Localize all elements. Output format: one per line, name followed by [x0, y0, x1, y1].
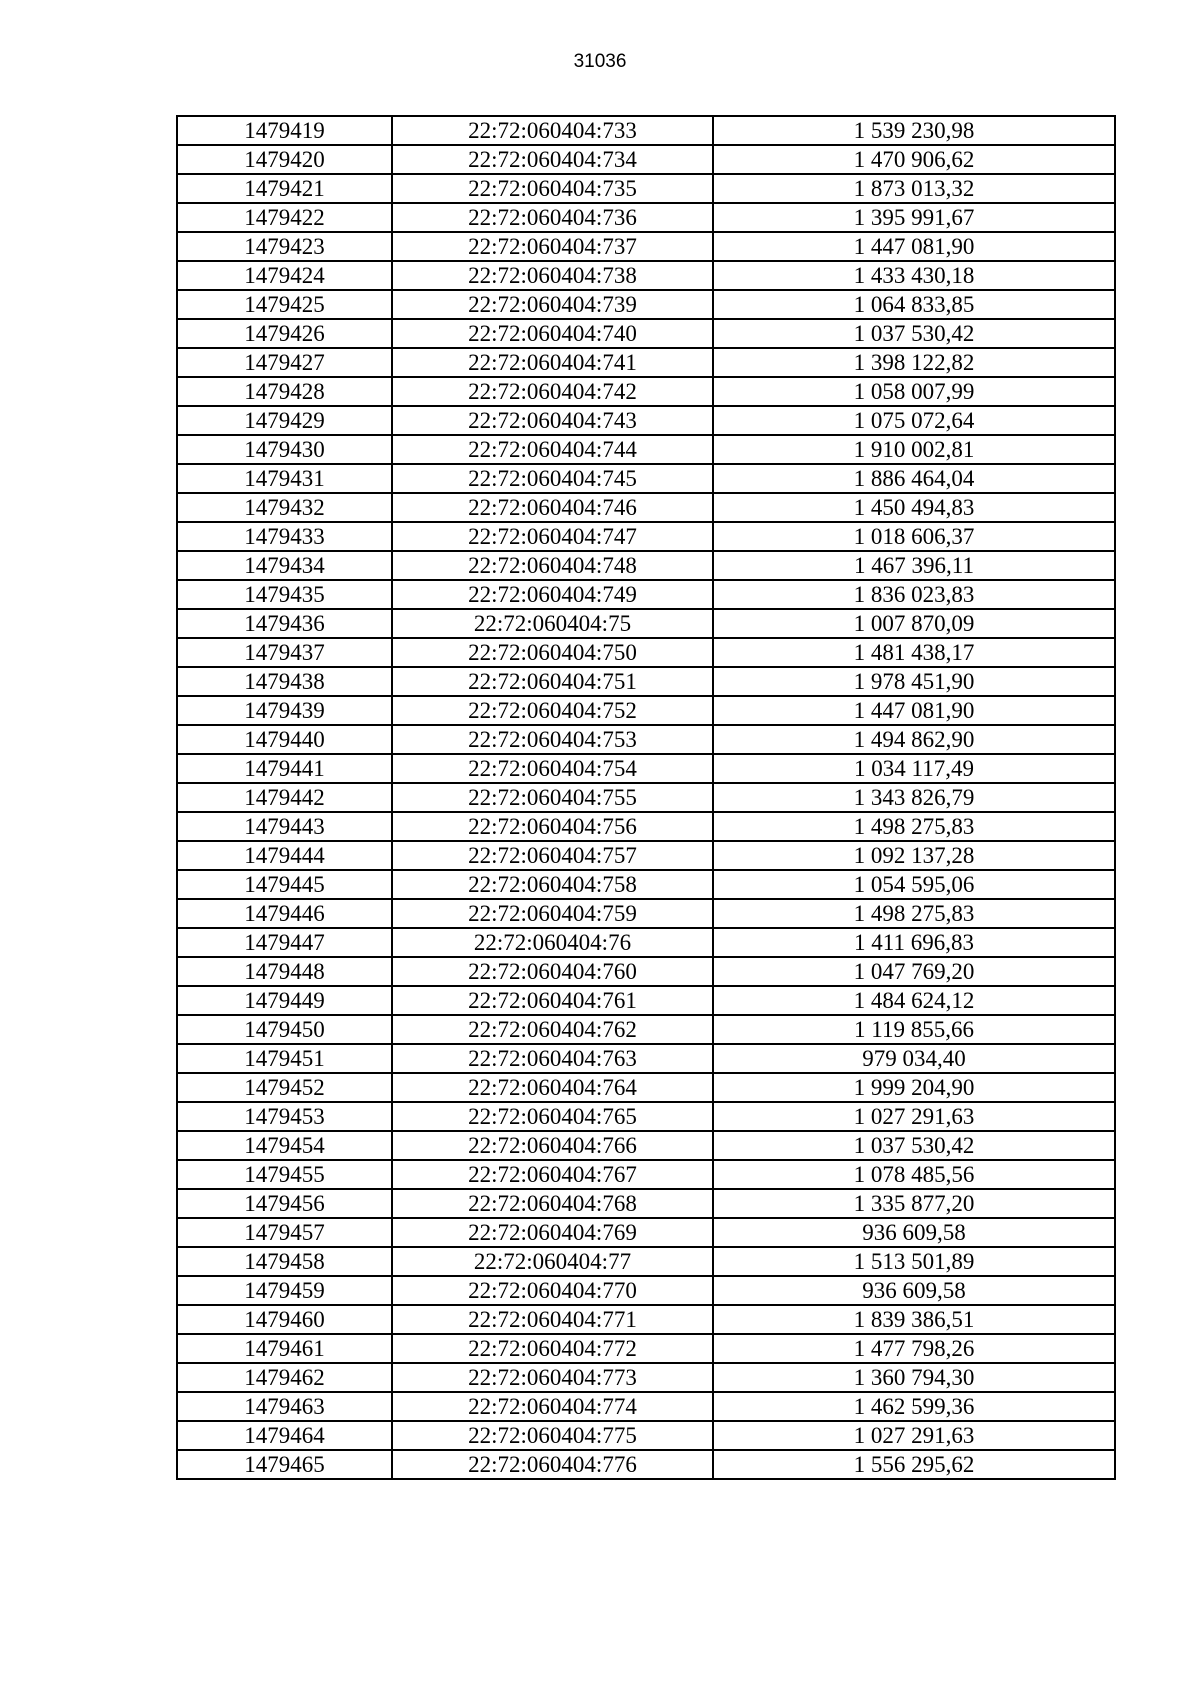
cadastral-value-cell: 1 513 501,89 [713, 1247, 1115, 1276]
table-body [177, 116, 1115, 1479]
cadastral-value-cell: 1 075 072,64 [713, 406, 1115, 435]
cadastral-value-cell: 1 836 023,83 [713, 580, 1115, 609]
record-number-cell: 1479441 [177, 754, 392, 783]
cadastral-number-cell: 22:72:060404:733 [392, 116, 713, 145]
cadastral-value-cell: 1 411 696,83 [713, 928, 1115, 957]
table-row [177, 1160, 1115, 1189]
cadastral-value-cell: 1 092 137,28 [713, 841, 1115, 870]
record-number-cell: 1479447 [177, 928, 392, 957]
cadastral-value-cell: 1 054 595,06 [713, 870, 1115, 899]
table-row [177, 1131, 1115, 1160]
record-number-cell: 1479451 [177, 1044, 392, 1073]
cadastral-number-cell: 22:72:060404:742 [392, 377, 713, 406]
cadastral-value-cell: 1 034 117,49 [713, 754, 1115, 783]
cadastral-value-cell: 1 498 275,83 [713, 899, 1115, 928]
table-row [177, 1305, 1115, 1334]
cadastral-number-cell: 22:72:060404:737 [392, 232, 713, 261]
record-number-cell: 1479445 [177, 870, 392, 899]
record-number-cell: 1479446 [177, 899, 392, 928]
record-number-cell: 1479426 [177, 319, 392, 348]
record-number-cell: 1479423 [177, 232, 392, 261]
record-number-cell: 1479461 [177, 1334, 392, 1363]
cadastral-number-cell: 22:72:060404:76 [392, 928, 713, 957]
cadastral-number-cell: 22:72:060404:748 [392, 551, 713, 580]
record-number-cell: 1479420 [177, 145, 392, 174]
cadastral-value-table [176, 115, 1116, 1480]
cadastral-number-cell: 22:72:060404:775 [392, 1421, 713, 1450]
table-row [177, 319, 1115, 348]
cadastral-number-cell: 22:72:060404:739 [392, 290, 713, 319]
cadastral-number-cell: 22:72:060404:744 [392, 435, 713, 464]
record-number-cell: 1479456 [177, 1189, 392, 1218]
cadastral-value-cell: 979 034,40 [713, 1044, 1115, 1073]
cadastral-value-cell: 1 360 794,30 [713, 1363, 1115, 1392]
cadastral-value-cell: 1 556 295,62 [713, 1450, 1115, 1479]
record-number-cell: 1479421 [177, 174, 392, 203]
record-number-cell: 1479460 [177, 1305, 392, 1334]
record-number-cell: 1479429 [177, 406, 392, 435]
cadastral-number-cell: 22:72:060404:766 [392, 1131, 713, 1160]
table-row [177, 174, 1115, 203]
table-row [177, 522, 1115, 551]
cadastral-number-cell: 22:72:060404:760 [392, 957, 713, 986]
record-number-cell: 1479435 [177, 580, 392, 609]
table-row [177, 986, 1115, 1015]
cadastral-number-cell: 22:72:060404:774 [392, 1392, 713, 1421]
cadastral-number-cell: 22:72:060404:741 [392, 348, 713, 377]
cadastral-number-cell: 22:72:060404:736 [392, 203, 713, 232]
cadastral-value-cell: 1 395 991,67 [713, 203, 1115, 232]
record-number-cell: 1479449 [177, 986, 392, 1015]
record-number-cell: 1479459 [177, 1276, 392, 1305]
cadastral-number-cell: 22:72:060404:756 [392, 812, 713, 841]
table-row [177, 261, 1115, 290]
cadastral-value-cell: 936 609,58 [713, 1276, 1115, 1305]
table-row [177, 1015, 1115, 1044]
table-row [177, 1044, 1115, 1073]
cadastral-value-cell: 1 999 204,90 [713, 1073, 1115, 1102]
table-row [177, 232, 1115, 261]
cadastral-value-cell: 1 498 275,83 [713, 812, 1115, 841]
table-row [177, 145, 1115, 174]
cadastral-number-cell: 22:72:060404:765 [392, 1102, 713, 1131]
cadastral-number-cell: 22:72:060404:761 [392, 986, 713, 1015]
cadastral-number-cell: 22:72:060404:745 [392, 464, 713, 493]
table-row [177, 957, 1115, 986]
table-row [177, 290, 1115, 319]
record-number-cell: 1479444 [177, 841, 392, 870]
cadastral-value-cell: 1 119 855,66 [713, 1015, 1115, 1044]
cadastral-number-cell: 22:72:060404:738 [392, 261, 713, 290]
cadastral-value-cell: 1 398 122,82 [713, 348, 1115, 377]
cadastral-number-cell: 22:72:060404:769 [392, 1218, 713, 1247]
record-number-cell: 1479427 [177, 348, 392, 377]
cadastral-number-cell: 22:72:060404:757 [392, 841, 713, 870]
table-row [177, 609, 1115, 638]
cadastral-number-cell: 22:72:060404:735 [392, 174, 713, 203]
table-row [177, 696, 1115, 725]
cadastral-number-cell: 22:72:060404:776 [392, 1450, 713, 1479]
table-row [177, 1363, 1115, 1392]
cadastral-number-cell: 22:72:060404:743 [392, 406, 713, 435]
record-number-cell: 1479464 [177, 1421, 392, 1450]
table-row [177, 377, 1115, 406]
cadastral-value-cell: 1 037 530,42 [713, 1131, 1115, 1160]
cadastral-value-cell: 1 462 599,36 [713, 1392, 1115, 1421]
cadastral-value-cell: 1 343 826,79 [713, 783, 1115, 812]
cadastral-number-cell: 22:72:060404:751 [392, 667, 713, 696]
record-number-cell: 1479455 [177, 1160, 392, 1189]
cadastral-value-cell: 1 018 606,37 [713, 522, 1115, 551]
record-number-cell: 1479452 [177, 1073, 392, 1102]
table-row [177, 667, 1115, 696]
table-row [177, 899, 1115, 928]
table-row [177, 928, 1115, 957]
cadastral-value-cell: 1 539 230,98 [713, 116, 1115, 145]
record-number-cell: 1479433 [177, 522, 392, 551]
record-number-cell: 1479432 [177, 493, 392, 522]
record-number-cell: 1479454 [177, 1131, 392, 1160]
cadastral-value-cell: 1 873 013,32 [713, 174, 1115, 203]
table-row [177, 812, 1115, 841]
record-number-cell: 1479458 [177, 1247, 392, 1276]
record-number-cell: 1479430 [177, 435, 392, 464]
cadastral-value-cell: 1 058 007,99 [713, 377, 1115, 406]
table-row [177, 1276, 1115, 1305]
record-number-cell: 1479431 [177, 464, 392, 493]
table-row [177, 783, 1115, 812]
cadastral-number-cell: 22:72:060404:734 [392, 145, 713, 174]
record-number-cell: 1479428 [177, 377, 392, 406]
cadastral-value-cell: 1 027 291,63 [713, 1421, 1115, 1450]
cadastral-number-cell: 22:72:060404:754 [392, 754, 713, 783]
cadastral-value-cell: 1 481 438,17 [713, 638, 1115, 667]
cadastral-number-cell: 22:72:060404:747 [392, 522, 713, 551]
table-row [177, 406, 1115, 435]
cadastral-value-cell: 1 484 624,12 [713, 986, 1115, 1015]
cadastral-number-cell: 22:72:060404:77 [392, 1247, 713, 1276]
table-row [177, 116, 1115, 145]
table-row [177, 203, 1115, 232]
cadastral-value-cell: 1 886 464,04 [713, 464, 1115, 493]
record-number-cell: 1479425 [177, 290, 392, 319]
cadastral-value-cell: 1 447 081,90 [713, 696, 1115, 725]
cadastral-value-cell: 1 064 833,85 [713, 290, 1115, 319]
cadastral-number-cell: 22:72:060404:755 [392, 783, 713, 812]
cadastral-number-cell: 22:72:060404:752 [392, 696, 713, 725]
record-number-cell: 1479438 [177, 667, 392, 696]
cadastral-number-cell: 22:72:060404:772 [392, 1334, 713, 1363]
table-row [177, 841, 1115, 870]
cadastral-value-cell: 1 433 430,18 [713, 261, 1115, 290]
cadastral-value-cell: 1 470 906,62 [713, 145, 1115, 174]
cadastral-value-cell: 1 467 396,11 [713, 551, 1115, 580]
cadastral-value-cell: 1 450 494,83 [713, 493, 1115, 522]
cadastral-value-cell: 1 078 485,56 [713, 1160, 1115, 1189]
cadastral-number-cell: 22:72:060404:767 [392, 1160, 713, 1189]
record-number-cell: 1479457 [177, 1218, 392, 1247]
record-number-cell: 1479440 [177, 725, 392, 754]
table-row [177, 1218, 1115, 1247]
record-number-cell: 1479436 [177, 609, 392, 638]
table-row [177, 580, 1115, 609]
cadastral-number-cell: 22:72:060404:750 [392, 638, 713, 667]
record-number-cell: 1479462 [177, 1363, 392, 1392]
cadastral-value-cell: 1 910 002,81 [713, 435, 1115, 464]
cadastral-number-cell: 22:72:060404:763 [392, 1044, 713, 1073]
record-number-cell: 1479422 [177, 203, 392, 232]
cadastral-number-cell: 22:72:060404:749 [392, 580, 713, 609]
table-row [177, 754, 1115, 783]
table-row [177, 551, 1115, 580]
cadastral-value-cell: 1 027 291,63 [713, 1102, 1115, 1131]
cadastral-value-cell: 1 839 386,51 [713, 1305, 1115, 1334]
record-number-cell: 1479424 [177, 261, 392, 290]
table-row [177, 1334, 1115, 1363]
table-row [177, 493, 1115, 522]
cadastral-number-cell: 22:72:060404:746 [392, 493, 713, 522]
table-row [177, 348, 1115, 377]
table-row [177, 725, 1115, 754]
record-number-cell: 1479419 [177, 116, 392, 145]
table-row [177, 1421, 1115, 1450]
table-row [177, 1450, 1115, 1479]
cadastral-value-cell: 1 978 451,90 [713, 667, 1115, 696]
record-number-cell: 1479453 [177, 1102, 392, 1131]
table-row [177, 435, 1115, 464]
cadastral-number-cell: 22:72:060404:770 [392, 1276, 713, 1305]
cadastral-number-cell: 22:72:060404:740 [392, 319, 713, 348]
record-number-cell: 1479463 [177, 1392, 392, 1421]
cadastral-value-cell: 1 007 870,09 [713, 609, 1115, 638]
record-number-cell: 1479442 [177, 783, 392, 812]
cadastral-number-cell: 22:72:060404:771 [392, 1305, 713, 1334]
table-row [177, 1102, 1115, 1131]
record-number-cell: 1479448 [177, 957, 392, 986]
cadastral-number-cell: 22:72:060404:753 [392, 725, 713, 754]
table-row [177, 464, 1115, 493]
cadastral-value-cell: 1 047 769,20 [713, 957, 1115, 986]
table-row [177, 1392, 1115, 1421]
table-row [177, 1247, 1115, 1276]
cadastral-number-cell: 22:72:060404:768 [392, 1189, 713, 1218]
cadastral-value-cell: 1 335 877,20 [713, 1189, 1115, 1218]
record-number-cell: 1479443 [177, 812, 392, 841]
cadastral-value-cell: 1 494 862,90 [713, 725, 1115, 754]
record-number-cell: 1479465 [177, 1450, 392, 1479]
cadastral-number-cell: 22:72:060404:758 [392, 870, 713, 899]
record-number-cell: 1479434 [177, 551, 392, 580]
cadastral-number-cell: 22:72:060404:75 [392, 609, 713, 638]
cadastral-number-cell: 22:72:060404:762 [392, 1015, 713, 1044]
cadastral-number-cell: 22:72:060404:773 [392, 1363, 713, 1392]
page-number: 31036 [573, 51, 627, 72]
table-row [177, 638, 1115, 667]
record-number-cell: 1479437 [177, 638, 392, 667]
record-number-cell: 1479450 [177, 1015, 392, 1044]
cadastral-number-cell: 22:72:060404:759 [392, 899, 713, 928]
record-number-cell: 1479439 [177, 696, 392, 725]
cadastral-value-cell: 1 037 530,42 [713, 319, 1115, 348]
table-row [177, 1189, 1115, 1218]
cadastral-value-cell: 1 447 081,90 [713, 232, 1115, 261]
cadastral-value-cell: 936 609,58 [713, 1218, 1115, 1247]
table-row [177, 870, 1115, 899]
cadastral-number-cell: 22:72:060404:764 [392, 1073, 713, 1102]
table-row [177, 1073, 1115, 1102]
cadastral-value-cell: 1 477 798,26 [713, 1334, 1115, 1363]
